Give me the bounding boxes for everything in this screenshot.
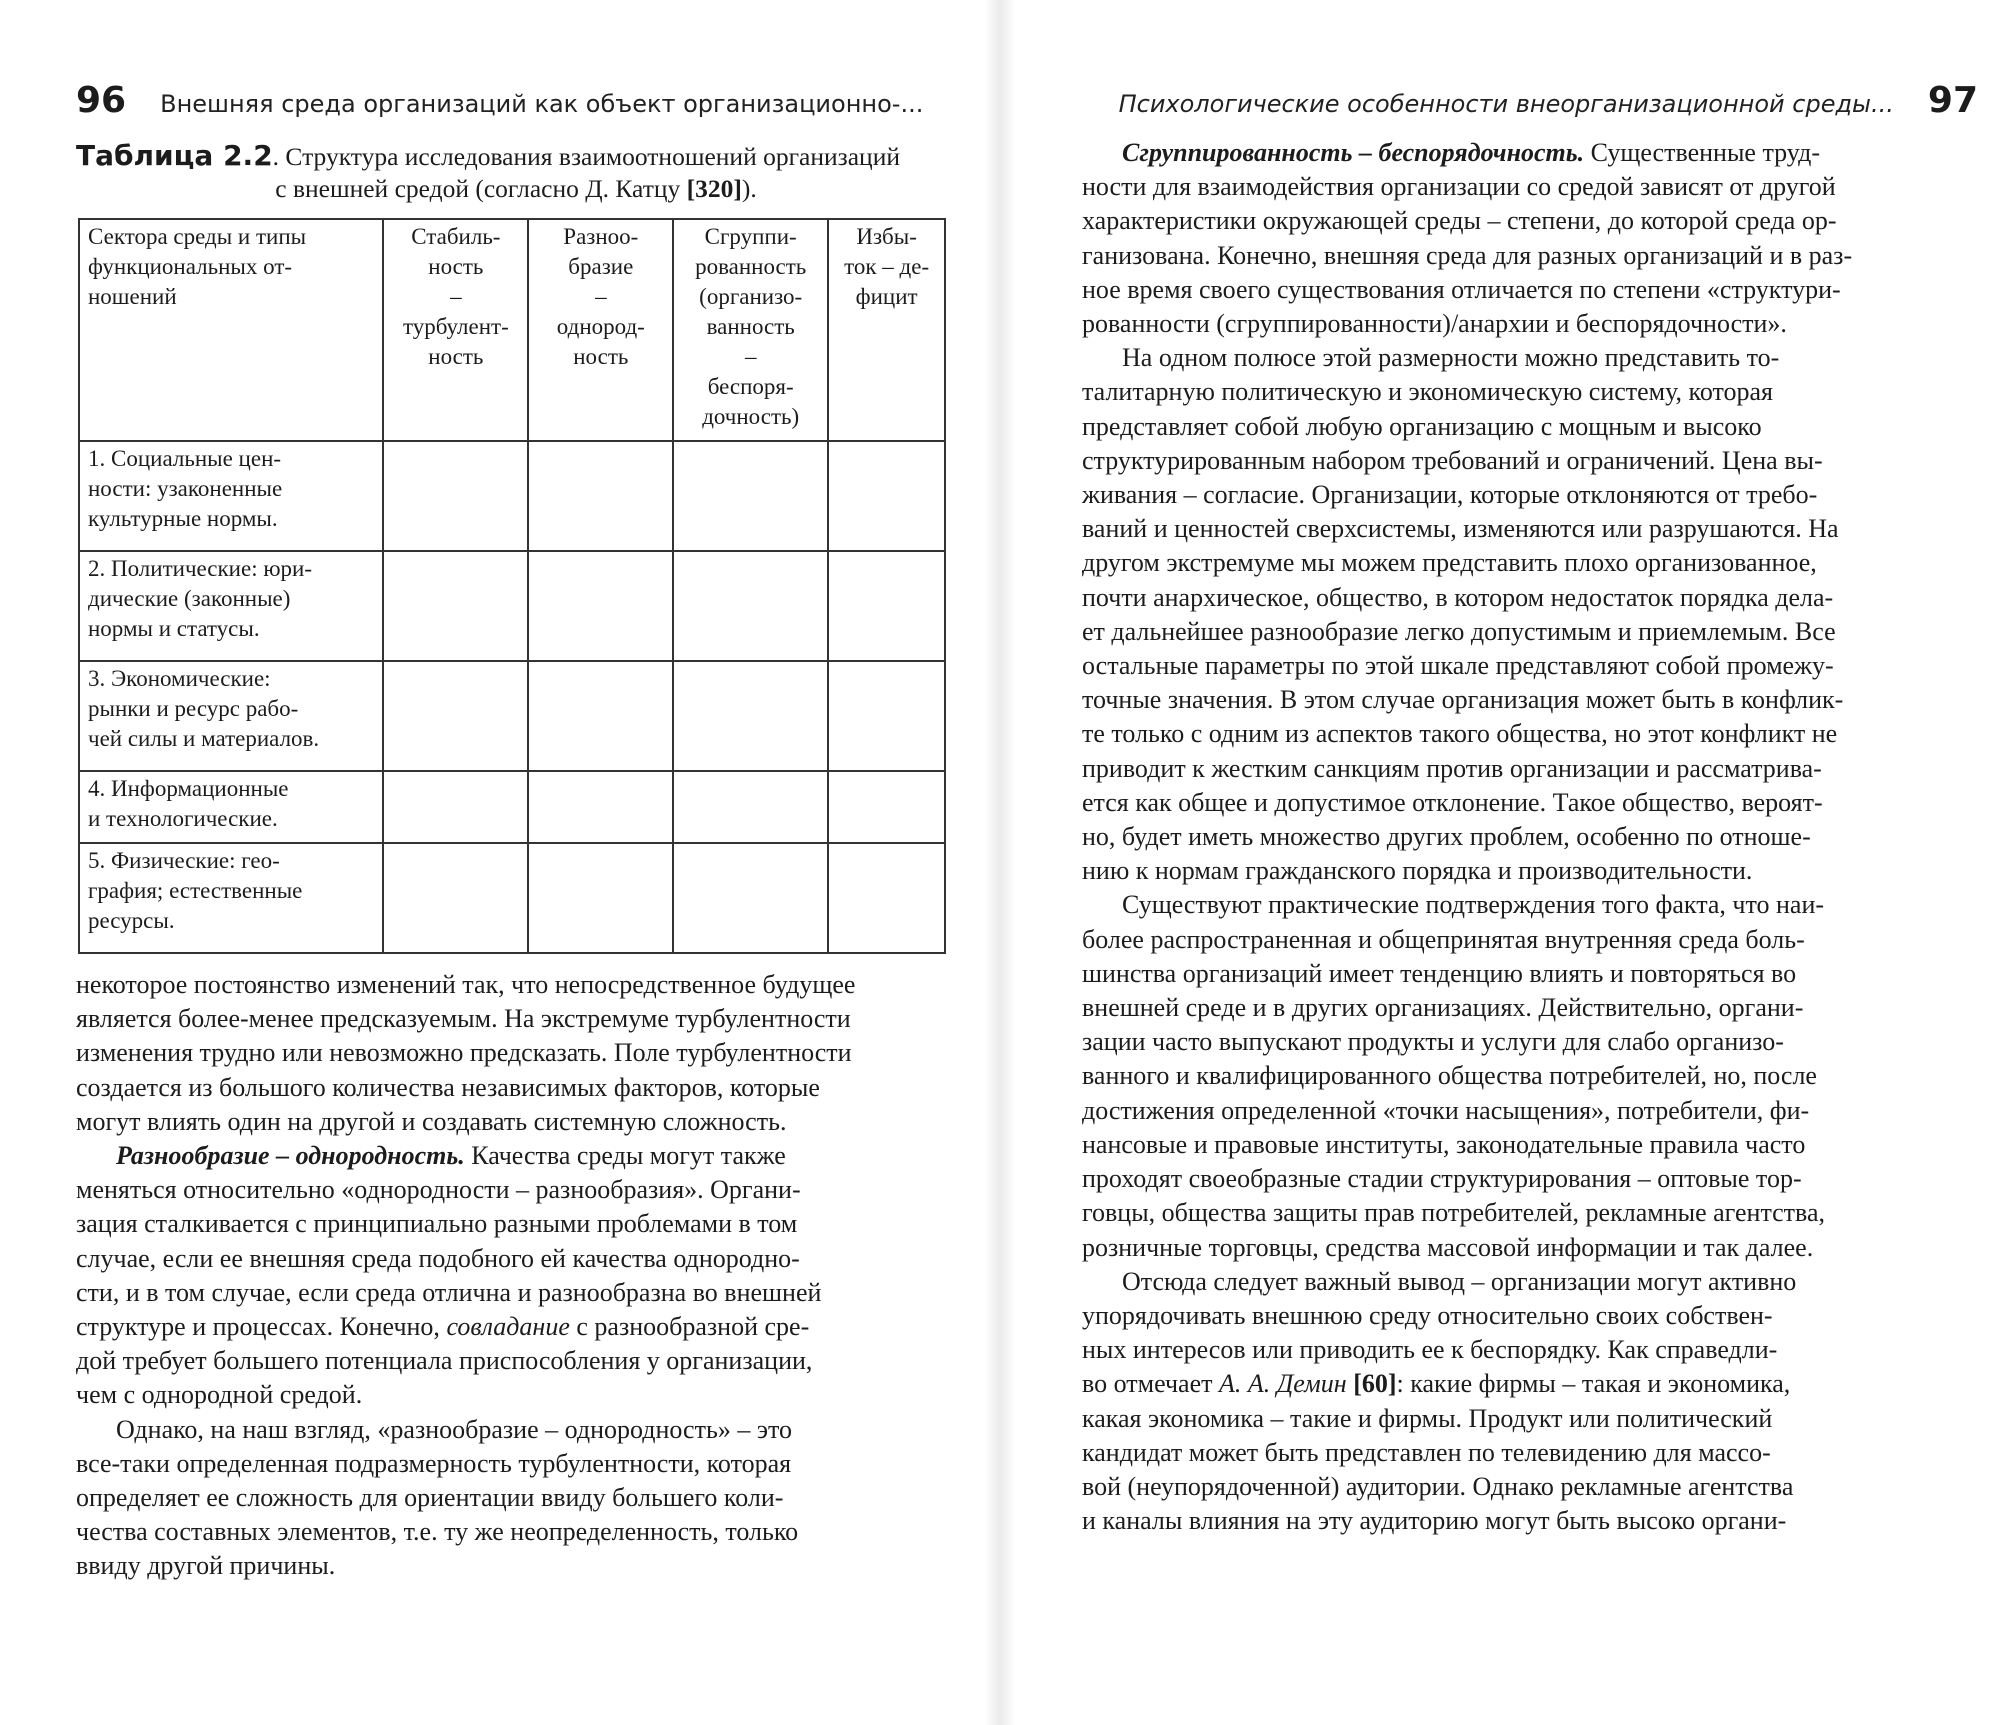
text-line: некоторое постоянство изменений так, что непосредственное будущее <box>76 970 856 999</box>
row-label-line: ности: узаконенные <box>88 476 283 501</box>
text-line: определяет ее сложность для ориентации ввиду большего коли- <box>76 1483 784 1513</box>
text-line: зация сталкивается с принципиально разными проблемами в том <box>76 1209 798 1239</box>
table-cell <box>383 843 528 953</box>
text-run: во отмечает <box>1082 1369 1219 1399</box>
text-line: все-таки определенная подразмерность турбулентности, которая <box>76 1448 792 1478</box>
header-line: фицит <box>855 284 918 309</box>
left-running-head-title: Внешняя среда организаций как объект организационно-... <box>160 90 924 118</box>
text-run: структуре и процессах. Конечно, <box>76 1312 447 1342</box>
left-body-text <box>76 968 954 1584</box>
emphasis-term: совладание <box>446 1312 570 1342</box>
header-line: беспоря- <box>707 374 794 399</box>
right-running-head-title: Психологические особенности внеорганизационной среды... <box>1118 90 1894 118</box>
table-cell <box>673 441 828 551</box>
text-line: характеристики окружающей среды – степени, до которой среда ор- <box>1082 206 1837 236</box>
text-line: дой требует большего потенциала приспособления у организации, <box>76 1346 813 1376</box>
caption-line2-text: с внешней средой (согласно Д. Катцу <box>275 174 687 203</box>
table-cell <box>383 661 528 771</box>
row-label-physical <box>79 843 383 953</box>
text-line: ввиду другой причины. <box>76 1551 336 1581</box>
header-sectors <box>79 219 383 441</box>
row-label-line: чей силы и материалов. <box>88 726 320 751</box>
right-running-header <box>1078 80 1978 130</box>
text-line: упорядочивать внешнюю среду относительно своих собствен- <box>1082 1300 1773 1330</box>
row-label-political <box>79 551 383 661</box>
table-cell <box>383 441 528 551</box>
text-line: нансовые и правовые институты, законодательные правила часто <box>1082 1129 1806 1159</box>
header-line: ность <box>428 344 484 369</box>
citation-ref: [60] <box>1353 1369 1397 1399</box>
text-line: структурированным набором требований и ограничений. Цена вы- <box>1082 445 1823 475</box>
text-line: сти, и в том случае, если среда отлична и разнообразна во внешней <box>76 1277 822 1307</box>
right-paragraph-2 <box>1082 341 1970 888</box>
text-line: живания – согласие. Организации, которые отклоняются от требо- <box>1082 480 1818 510</box>
table-cell <box>673 661 828 771</box>
header-line: дочность) <box>702 404 800 429</box>
text-line: Отсюда следует важный вывод – организации могут активно <box>1122 1266 1797 1296</box>
row-label-line: 4. Информационные <box>88 776 289 801</box>
right-page <box>1000 0 2000 1725</box>
text-line: нию к нормам гражданского порядка и производительности. <box>1082 856 1753 886</box>
table-cell <box>673 771 828 843</box>
left-running-header <box>76 80 956 130</box>
text-line: чем с однородной средой. <box>76 1380 363 1410</box>
text-line: и каналы влияния на эту аудиторию могут быть высоко органи- <box>1082 1506 1787 1536</box>
caption-line2-end: ). <box>741 174 757 203</box>
table-cell <box>828 843 945 953</box>
environment-structure-table <box>78 218 946 954</box>
row-label-information <box>79 771 383 843</box>
text-line: приводит к жестким санкциям против организации и рассматрива- <box>1082 753 1822 783</box>
header-line: ванность <box>706 314 795 339</box>
header-diversity <box>528 219 673 441</box>
header-line: Сгруппи- <box>704 224 797 249</box>
text-line: случае, если ее внешняя среда подобного ей качества однородно- <box>76 1243 800 1273</box>
text-run: : какие фирмы – такая и экономика, <box>1396 1369 1791 1399</box>
table-cell <box>828 661 945 771</box>
table-row <box>79 843 945 953</box>
header-stability <box>383 219 528 441</box>
table-cell <box>828 441 945 551</box>
section-heading-grouping: Сгруппированность – беспорядочность. <box>1122 138 1585 167</box>
text-line: внешней среде и в других организациях. Действительно, органи- <box>1082 993 1804 1023</box>
header-line: Стабиль- <box>411 224 501 249</box>
caption-ref: [320] <box>686 174 742 203</box>
table-cell <box>383 551 528 661</box>
text-line: ганизована. Конечно, внешняя среда для разных организаций и в раз- <box>1082 240 1853 270</box>
text-line: представляет собой любую организацию с мощным и высоко <box>1082 411 1762 441</box>
header-line: (организо- <box>699 284 803 309</box>
header-line: ность <box>573 344 629 369</box>
row-label-line: рынки и ресурс рабо- <box>88 696 299 721</box>
row-label-line: нормы и статусы. <box>88 616 260 641</box>
text-line <box>76 1310 954 1344</box>
text-line: ваний и ценностей сверхсистемы, изменяются или разрушаются. На <box>1082 514 1839 544</box>
text-line: проходят своеобразные стадии структурирования – оптовые тор- <box>1082 1164 1802 1194</box>
text-line: но, будет иметь множество других проблем, особенно по отноше- <box>1082 822 1811 852</box>
header-line: Разноо- <box>563 224 639 249</box>
right-paragraph-3 <box>1082 888 1970 1264</box>
text-line: зации часто выпускают продукты и услуги для слабо организо- <box>1082 1027 1784 1057</box>
text-line: является более-менее предсказуемым. На экстремуме турбулентности <box>76 1004 851 1034</box>
table-row <box>79 551 945 661</box>
header-grouping <box>673 219 828 441</box>
row-label-line: дические (законные) <box>88 586 291 611</box>
text-line: могут влиять один на другой и создавать системную сложность. <box>76 1106 787 1136</box>
section-heading-diversity: Разнообразие – однородность. <box>116 1141 465 1171</box>
row-label-line: и технологические. <box>88 806 278 831</box>
left-page-number: 96 <box>76 80 127 121</box>
header-line: – <box>595 284 607 309</box>
text-line <box>1082 1367 1970 1401</box>
text-run: Качества среды могут также <box>464 1141 786 1171</box>
header-line: ность <box>428 254 484 279</box>
header-line: рованность <box>695 254 807 279</box>
text-line: другом экстремуме мы можем представить плохо организованное, <box>1082 548 1817 578</box>
text-line: ных интересов или приводить ее к беспорядку. Как справедли- <box>1082 1335 1778 1365</box>
text-line: создается из большого количества независимых факторов, которые <box>76 1072 820 1102</box>
header-line: однород- <box>556 314 645 339</box>
text-line: ется как общее и допустимое отклонение. Такое общество, вероят- <box>1082 787 1823 817</box>
text-line: шинства организаций имеет тенденцию влиять и повторяться во <box>1082 958 1797 988</box>
text-line: талитарную политическую и экономическую систему, которая <box>1082 377 1774 407</box>
text-line: ет дальнейшее разнообразие легко допустимым и приемлемым. Все <box>1082 616 1836 646</box>
header-line: функциональных от- <box>88 254 293 279</box>
text-line: более распространенная и общепринятая внутренняя среда боль- <box>1082 924 1805 954</box>
header-line: ток – де- <box>844 254 930 279</box>
header-line: турбулент- <box>402 314 509 339</box>
text-line: ное время своего существования отличается по степени «структури- <box>1082 274 1841 304</box>
text-line: чества составных элементов, т.е. ту же неопределенность, только <box>76 1517 799 1547</box>
row-label-line: ресурсы. <box>88 908 175 933</box>
right-body-text <box>1082 136 1970 1538</box>
header-line: – <box>450 284 462 309</box>
table-cell <box>828 771 945 843</box>
row-label-line: графия; естественные <box>88 878 303 903</box>
header-line: – <box>744 344 757 369</box>
text-line: почти анархическое, общество, в котором недостаток порядка дела- <box>1082 582 1834 612</box>
left-paragraph-3 <box>76 1413 954 1584</box>
text-line: На одном полюсе этой размерности можно представить то- <box>1122 343 1780 373</box>
table-cell <box>528 661 673 771</box>
text-line <box>76 1139 954 1173</box>
row-label-economic <box>79 661 383 771</box>
text-line: кандидат может быть представлен по телевидению для массо- <box>1082 1437 1771 1467</box>
header-line: ношений <box>88 284 177 309</box>
table-cell <box>673 843 828 953</box>
row-label-line: культурные нормы. <box>88 506 278 531</box>
table-cell <box>528 441 673 551</box>
row-label-line: 1. Социальные цен- <box>88 446 282 471</box>
right-page-number: 97 <box>1927 80 1978 121</box>
table-row <box>79 771 945 843</box>
table-caption <box>76 140 956 205</box>
table-caption-line1: . Структура исследования взаимоотношений организаций <box>272 142 900 171</box>
table-row <box>79 661 945 771</box>
text-line: розничные торговцы, средства массовой информации и так далее. <box>1082 1232 1814 1262</box>
row-label-line: 2. Политические: юри- <box>88 556 312 581</box>
text-line: ванного и квалифицированного общества потребителей, но, после <box>1082 1061 1817 1091</box>
text-line: вой (неупорядоченной) аудитории. Однако рекламные агентства <box>1082 1471 1794 1501</box>
header-line: Сектора среды и типы <box>88 224 307 249</box>
text-line: говцы, общества защиты прав потребителей, рекламные агентства, <box>1082 1198 1825 1228</box>
row-label-line: 5. Физические: гео- <box>88 848 280 873</box>
author-name: А. А. Демин <box>1218 1369 1347 1399</box>
table-cell <box>383 771 528 843</box>
text-line: ности для взаимодействия организации со средой зависят от другой <box>1082 172 1836 202</box>
header-line: бразие <box>568 254 634 279</box>
header-surplus <box>828 219 945 441</box>
text-line: какая экономика – такие и фирмы. Продукт или политический <box>1082 1403 1773 1433</box>
left-paragraph-2 <box>76 1139 954 1413</box>
text-line: меняться относительно «однородности – разнообразия». Органи- <box>76 1175 801 1205</box>
table-row <box>79 441 945 551</box>
text-run: с разнообразной сре- <box>569 1312 810 1342</box>
row-label-line: 3. Экономические: <box>88 666 271 691</box>
right-paragraph-4 <box>1082 1265 1970 1539</box>
table-cell <box>673 551 828 661</box>
row-label-social <box>79 441 383 551</box>
table-caption-line2 <box>76 173 956 205</box>
left-paragraph-1 <box>76 968 954 1139</box>
text-line <box>1082 136 1970 170</box>
text-line: рованности (сгруппированности)/анархии и беспорядочности». <box>1082 309 1787 339</box>
text-line: точные значения. В этом случае организация может быть в конфлик- <box>1082 685 1844 715</box>
text-line: остальные параметры по этой шкале представляют собой промежу- <box>1082 651 1834 681</box>
text-run: Существенные труд- <box>1584 138 1821 167</box>
right-paragraph-1 <box>1082 136 1970 341</box>
header-line: Избы- <box>856 224 917 249</box>
text-line: Существуют практические подтверждения того факта, что наи- <box>1122 890 1825 920</box>
text-line: достижения определенной «точки насыщения», потребители, фи- <box>1082 1095 1810 1125</box>
table-cell <box>828 551 945 661</box>
table-header-row <box>79 219 945 441</box>
table-cell <box>528 771 673 843</box>
table-cell <box>528 551 673 661</box>
text-line: изменения трудно или невозможно предсказать. Поле турбулентности <box>76 1038 852 1068</box>
text-line: Однако, на наш взгляд, «разнообразие – однородность» – это <box>116 1414 792 1444</box>
table-caption-label: Таблица 2.2 <box>76 139 273 172</box>
text-line: те только с одним из аспектов такого общества, но этот конфликт не <box>1082 719 1838 749</box>
table-cell <box>528 843 673 953</box>
